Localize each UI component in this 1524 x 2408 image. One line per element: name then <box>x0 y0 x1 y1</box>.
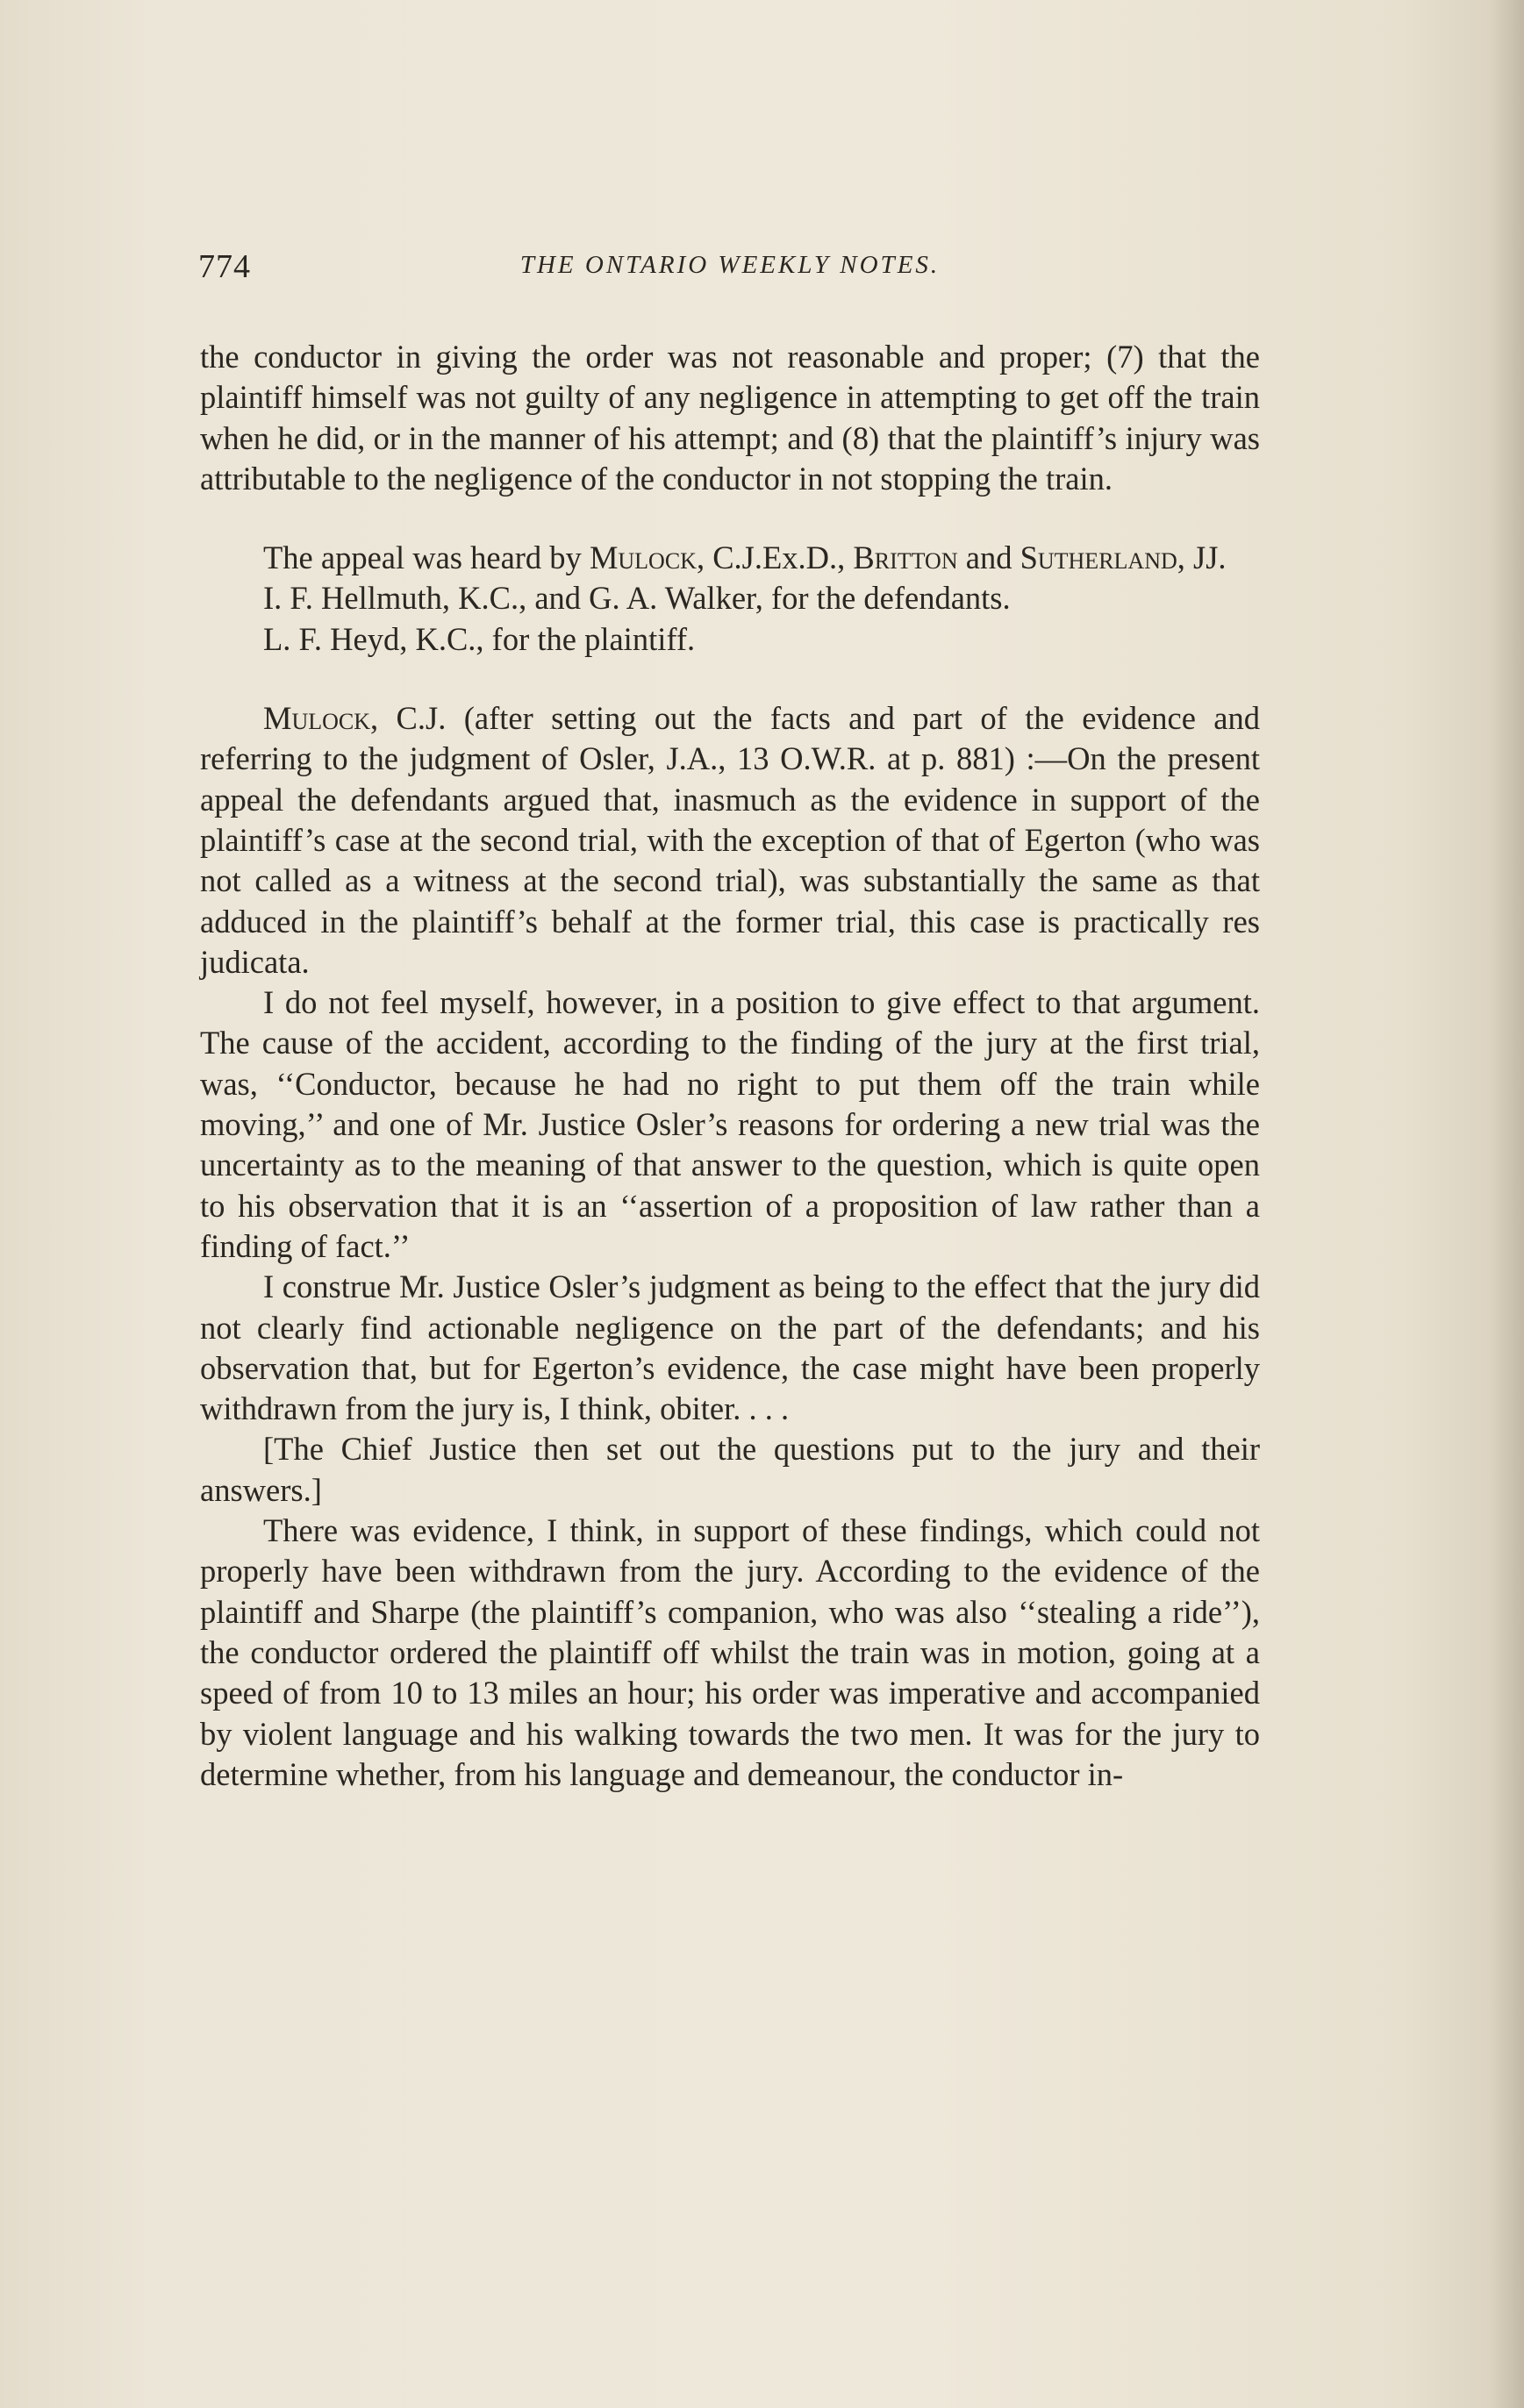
page-edge-shadow <box>1489 0 1524 2408</box>
paragraph-gap <box>200 499 1260 538</box>
paragraph-appeal-heard <box>200 538 1260 578</box>
paragraph-continuation: the conductor in giving the order was not reasonable and proper; (7) that the plaintiff himself was not guilty of any negligence in attempting to get off the train when he did, or in the manner of his attempt; and (8) that the plaintiff’s injury was attributable to the negligence of the conductor in not stopping the train. <box>200 339 1260 497</box>
paragraph-osler-judgment: I construe Mr. Justice Osler’s judgment as being to the effect that the jury did not clearly find actionable negligence on the part of the defendants; and his observation that, but for Egerton’s evidence, the case might have been properly withdrawn from the jury is, I think, obiter. . . . <box>200 1268 1260 1427</box>
judge-mulock: Mulock <box>589 539 697 576</box>
judgment-opening-text: , C.J. (after setting out the facts and part of the evidence and referring to the judgment of Osler, J.A., 13 O.W.R. at p. 881) :—On the present appeal the defendants argued that, inasmuch as the evidence in support of the plaintiff’s case at the second trial, with the exception of that of Egerton (who was not called as a witness at the second trial), was substantially the same as that adduced in the plaintiff’s behalf at the former trial, this case is practically res judicata. <box>200 700 1260 980</box>
judge-britton: Britton <box>853 539 958 576</box>
paragraph-counsel-plaintiff: L. F. Heyd, K.C., for the plaintiff. <box>263 620 696 657</box>
running-title: THE ONTARIO WEEKLY NOTES. <box>519 251 941 279</box>
paragraph-judgment-opening <box>200 698 1260 982</box>
appeal-heard-and: and <box>957 539 1020 576</box>
appeal-heard-mid: , C.J.Ex.D., <box>696 539 854 576</box>
judge-name: Mulock <box>263 700 371 737</box>
page-number: 774 <box>198 248 251 285</box>
page-header <box>198 247 1262 291</box>
appeal-heard-prefix: The appeal was heard by <box>263 539 590 576</box>
paragraph-res-judicata: I do not feel myself, however, in a position to give effect to that argument. The cause of the accident, according to the finding of the jury at the first trial, was, ‘‘Conductor, because he had no right to put them off the train while moving,’’ and one of Mr. Justice Osler’s reasons for ordering a new trial was the uncertainty as to the meaning of that answer to the question, which is quite open to his observation that it is an ‘‘assertion of a proposition of law rather than a finding of fact.’’ <box>200 984 1260 1264</box>
paragraph-evidence: There was evidence, I think, in support of these findings, which could not properly have been withdrawn from the jury. According to the evidence of the plaintiff and Sharpe (the plaintiff’s companion, who was also ‘‘stealing a ride’’), the conductor ordered the plaintiff off whilst the train was in motion, going at a speed of from 10 to 13 miles an hour; his order was imperative and accompanied by violent language and his walking towards the two men. It was for the jury to determine whether, from his language and demeanour, the conductor in- <box>200 1512 1260 1792</box>
paragraph-editorial-note: [The Chief Justice then set out the questions put to the jury and their answers.] <box>200 1431 1260 1508</box>
body-text <box>200 337 1260 1795</box>
paragraph-gap <box>200 660 1260 698</box>
appeal-heard-suffix: , JJ. <box>1177 539 1227 576</box>
paragraph-counsel-defendants: I. F. Hellmuth, K.C., and G. A. Walker, for the defendants. <box>263 580 1011 617</box>
judge-sutherland: Sutherland <box>1020 539 1177 576</box>
